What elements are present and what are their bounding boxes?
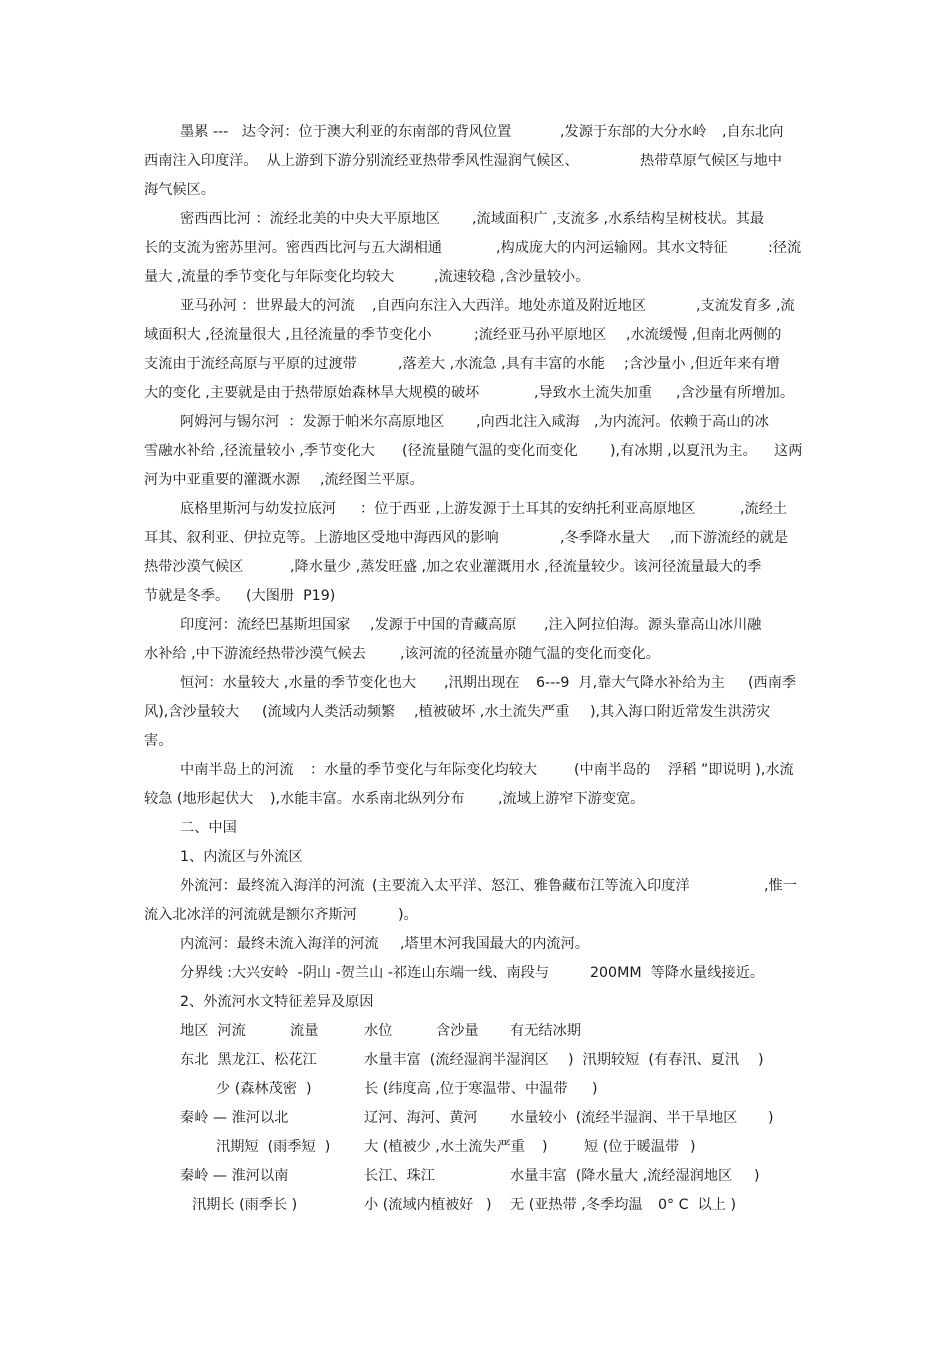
text-segment: ,径流量较少。该河径流量最大的季 <box>544 559 762 575</box>
table-row <box>0 1047 950 1073</box>
table-cell: 水量丰富 (流经湿润半湿润区 <box>364 1052 549 1068</box>
text-segment: ,而下游流经的就是 <box>670 530 789 546</box>
text-segment: 6---9 月,靠大气降水补给为主 <box>536 675 725 691</box>
text-segment: 分界线 :大兴安岭 -阴山 -贺兰山 -祁连山东端一线、南段与 <box>180 965 550 981</box>
text-segment: 印度河：流经巴基斯坦国家 <box>180 617 351 633</box>
table-cell: 大 (植被少 ,水土流失严重 <box>364 1139 525 1155</box>
table-cell: ) <box>754 1168 760 1184</box>
table-cell: ) <box>542 1139 548 1155</box>
text-segment: 亚马孙河 ：世界最大的河流 <box>180 298 355 314</box>
text-segment: ,流经图兰平原。 <box>320 472 424 488</box>
text-segment: ,含沙量有所增加。 <box>676 385 795 401</box>
text-segment: ,流速较稳 ,含沙量较小。 <box>434 269 590 285</box>
text-line <box>0 699 950 725</box>
text-segment: 西南注入印度洋。 从上游到下游分别流经亚热带季风性湿润气候区、 <box>144 153 579 169</box>
text-segment: ,为内流河。依赖于高山的冰 <box>594 414 769 430</box>
text-segment: 墨累 --- 达令河：位于澳大利亚的东南部的背风位置 <box>180 124 512 140</box>
table-cell: 秦岭 — 淮河以南 <box>180 1168 289 1184</box>
text-line <box>0 322 950 348</box>
text-segment: 害。 <box>144 733 173 749</box>
text-line <box>0 931 950 957</box>
text-segment: 流入北冰洋的河流就是额尔齐斯河 <box>144 907 357 923</box>
text-segment: :径流 <box>768 240 802 256</box>
text-segment: 风),含沙量较大 <box>144 704 240 720</box>
text-segment: ,自西向东注入大西洋。地处赤道及附近地区 <box>372 298 647 314</box>
text-segment: 2、外流河水文特征差异及原因 <box>180 994 374 1010</box>
text-line <box>0 554 950 580</box>
text-line <box>0 525 950 551</box>
text-segment: ,塔里木河我国最大的内流河。 <box>400 936 589 952</box>
text-segment: ,导致水土流失加重 <box>534 385 653 401</box>
text-segment: ,构成庞大的内河运输网。其水文特征 <box>496 240 728 256</box>
text-segment: ,流经土 <box>740 501 788 517</box>
text-segment: 中南半岛上的河流 <box>180 762 294 778</box>
text-line <box>0 757 950 783</box>
table-header-cell: 有无结冰期 <box>510 1023 581 1039</box>
text-segment: ,流域面积广 ,支流多 ,水系结构呈树枝状。其最 <box>472 211 765 227</box>
table-cell: 汛期长 (雨季长 ) <box>192 1197 298 1213</box>
text-line <box>0 786 950 812</box>
text-line <box>0 264 950 290</box>
table-cell: 少 (森林茂密 ) <box>216 1081 312 1097</box>
table-cell: ) <box>486 1197 492 1213</box>
text-segment: ;流经亚马孙平原地区 <box>474 327 607 343</box>
text-segment: 浮稻 ”即说明 ),水流 <box>668 762 794 778</box>
text-segment: 阿姆河与锡尔河 ：发源于帕米尔高原地区 <box>180 414 445 430</box>
table-cell: 长江、珠江 <box>364 1168 435 1184</box>
text-segment: ),其入海口附近常发生洪涝灾 <box>590 704 771 720</box>
text-segment: 内流河：最终未流入海洋的河流 <box>180 936 379 952</box>
text-line <box>0 612 950 638</box>
table-row <box>0 1105 950 1131</box>
text-segment: 密西西比河 ：流经北美的中央大平原地区 <box>180 211 440 227</box>
table-cell: 短 (位于暖温带 <box>584 1139 680 1155</box>
table-header-cell: 含沙量 <box>436 1023 479 1039</box>
text-segment: 热带沙漠气候区 <box>144 559 244 575</box>
text-line <box>0 583 950 609</box>
text-line <box>0 873 950 899</box>
table-cell: 0° C 以上 ) <box>658 1197 736 1213</box>
text-segment: 域面积大 ,径流量很大 ,且径流量的季节变化小 <box>144 327 432 343</box>
text-line <box>0 119 950 145</box>
table-cell: 长 (纬度高 ,位于寒温带、中温带 <box>364 1081 568 1097</box>
text-segment: 恒河：水量较大 ,水量的季节变化也大 <box>180 675 417 691</box>
table-cell: 汛期短 (雨季短 ) <box>216 1139 331 1155</box>
text-segment: 外流河：最终流入海洋的河流 <box>180 878 365 894</box>
text-segment: ,自东北向 <box>722 124 784 140</box>
text-segment: (流域内人类活动频繁 <box>262 704 396 720</box>
text-line <box>0 206 950 232</box>
text-segment: ,注入阿拉伯海。源头靠高山冰川融 <box>544 617 762 633</box>
text-line <box>0 293 950 319</box>
table-cell: ) 汛期较短 (有春汛、夏汛 <box>568 1052 739 1068</box>
table-row <box>0 1076 950 1102</box>
text-segment: (大图册 P19) <box>246 588 336 604</box>
text-segment: ,流域上游窄下游变宽。 <box>498 791 645 807</box>
text-segment: ,落差大 ,水流急 ,具有丰富的水能 <box>398 356 605 372</box>
text-segment: 这两 <box>774 443 803 459</box>
text-line <box>0 409 950 435</box>
text-line <box>0 496 950 522</box>
text-segment: ,水流缓慢 ,但南北两侧的 <box>626 327 782 343</box>
table-cell: 辽河、海河、黄河 <box>364 1110 478 1126</box>
text-segment: (中南半岛的 <box>574 762 651 778</box>
text-segment: 雪融水补给 ,径流量较小 ,季节变化大 <box>144 443 375 459</box>
text-line <box>0 902 950 928</box>
text-segment: 长的支流为密苏里河。密西西比河与五大湖相通 <box>144 240 442 256</box>
table-cell: 水量丰富 (降水量大 ,流经湿润地区 <box>510 1168 733 1184</box>
table-cell: ) <box>592 1081 598 1097</box>
text-segment: 1、内流区与外流区 <box>180 849 303 865</box>
table-header-row <box>0 1018 950 1044</box>
text-segment: ,发源于中国的青藏高原 <box>370 617 517 633</box>
table-cell: ) <box>690 1139 696 1155</box>
text-line <box>0 351 950 377</box>
table-cell: 东北 黑龙江、松花江 <box>180 1052 317 1068</box>
text-line <box>0 467 950 493</box>
text-line <box>0 989 950 1015</box>
text-segment: 底格里斯河与幼发拉底河 <box>180 501 337 517</box>
text-line <box>0 960 950 986</box>
text-segment: ：位于西亚 ,上游发源于土耳其的安纳托利亚高原地区 <box>360 501 696 517</box>
text-segment: )。 <box>398 907 418 923</box>
text-segment: 支流由于流经高原与平原的过渡带 <box>144 356 357 372</box>
text-segment: 河为中亚重要的灌溉水源 <box>144 472 301 488</box>
text-segment: ：水量的季节变化与年际变化均较大 <box>310 762 538 778</box>
text-line <box>0 235 950 261</box>
text-line <box>0 177 950 203</box>
table-header-cell: 地区 河流 <box>180 1023 246 1039</box>
text-segment: ,发源于东部的大分水岭 <box>560 124 707 140</box>
text-segment: 较急 (地形起伏大 <box>144 791 254 807</box>
table-cell: 无 (亚热带 ,冬季均温 <box>510 1197 643 1213</box>
text-line <box>0 148 950 174</box>
text-segment: 节就是冬季。 <box>144 588 230 604</box>
text-segment: (西南季 <box>748 675 797 691</box>
text-segment: ,汛期出现在 <box>444 675 520 691</box>
text-segment: 大的变化 ,主要就是由于热带原始森林旱大规模的破坏 <box>144 385 480 401</box>
text-segment: ),有冰期 ,以夏汛为主。 <box>610 443 757 459</box>
text-segment: ,植被破坏 ,水土流失严重 <box>414 704 570 720</box>
text-line <box>0 641 950 667</box>
text-segment: 热带草原气候区与地中 <box>640 153 782 169</box>
table-row <box>0 1134 950 1160</box>
text-line <box>0 380 950 406</box>
text-segment: 量大 ,流量的季节变化与年际变化均较大 <box>144 269 395 285</box>
table-cell: ) <box>758 1052 764 1068</box>
table-header-cell: 流量 <box>290 1023 319 1039</box>
text-segment: 200MM 等降水量线接近。 <box>590 965 765 981</box>
text-line <box>0 844 950 870</box>
table-row <box>0 1163 950 1189</box>
text-segment: (主要流入太平洋、怒江、雅鲁藏布江等流入印度洋 <box>372 878 690 894</box>
text-segment: (径流量随气温的变化而变化 <box>402 443 578 459</box>
text-segment: 水补给 ,中下游流经热带沙漠气候去 <box>144 646 366 662</box>
text-segment: ),水能丰富。水系南北纵列分布 <box>270 791 465 807</box>
table-cell: ) <box>768 1110 774 1126</box>
text-line <box>0 670 950 696</box>
table-cell: 秦岭 — 淮河以北 <box>180 1110 289 1126</box>
text-line <box>0 438 950 464</box>
text-segment: 耳其、叙利亚、伊拉克等。上游地区受地中海西风的影响 <box>144 530 499 546</box>
table-cell: 水量较小 (流经半湿润、半干旱地区 <box>510 1110 738 1126</box>
text-segment: ,降水量少 ,蒸发旺盛 ,加之农业灌溉用水 <box>290 559 540 575</box>
text-segment: ;含沙量小 ,但近年来有增 <box>624 356 780 372</box>
table-header-cell: 水位 <box>364 1023 393 1039</box>
table-cell: 小 (流域内植被好 <box>364 1197 474 1213</box>
text-segment: ,向西北注入咸海 <box>476 414 580 430</box>
text-line <box>0 728 950 754</box>
text-segment: ,冬季降水量大 <box>560 530 650 546</box>
text-line <box>0 815 950 841</box>
table-row <box>0 1192 950 1218</box>
text-segment: ,惟一 <box>764 878 797 894</box>
text-segment: ,该河流的径流量亦随气温的变化而变化。 <box>400 646 660 662</box>
text-segment: 二、中国 <box>180 820 237 836</box>
text-segment: 海气候区。 <box>144 182 215 198</box>
text-segment: ,支流发育多 ,流 <box>696 298 795 314</box>
